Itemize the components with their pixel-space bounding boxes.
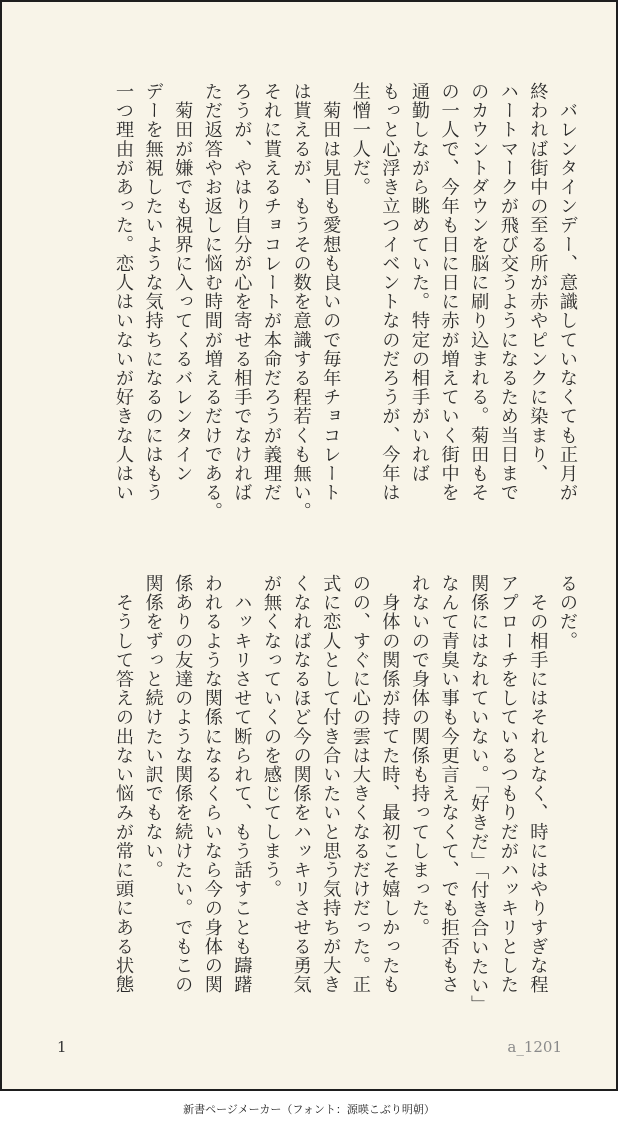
text-line: 関係にはなれていない。「好きだ」「付き合いたい」	[468, 574, 490, 1015]
text-line: るのだ。	[557, 574, 578, 651]
text-line: の一人で、今年も日に日に赤が増えていく街中を	[438, 82, 460, 503]
text-line: 菊田は見目も愛想も良いので毎年チョコレート	[320, 82, 342, 503]
text-line: ただ返答やお返しに悩む時間が増えるだけである。	[201, 82, 223, 522]
text-line: は貰えるが、もうその数を意識する程若くも無い。	[290, 82, 312, 522]
page-number: 1	[57, 1038, 67, 1056]
text-line: デーを無視したいような気持ちになるのにはもう	[142, 82, 164, 503]
text-line: バレンタインデー、意識していなくても正月が	[557, 82, 578, 503]
text-line: れないので身体の関係も持ってしまった。	[409, 574, 430, 937]
text-line: その相手にはそれとなく、時にはやりすぎな程	[527, 574, 549, 995]
text-line: ハートマークが飛び交うようになるため当日まで	[497, 82, 519, 503]
text-line: 身体の関係が持てた時、最初こそ嬉しかったも	[379, 574, 401, 995]
text-line: もっと心浮き立つイベントなのだろうが、今年は	[379, 82, 401, 503]
text-line: 式に恋人として付き合いたいと思う気持ちが大き	[320, 574, 342, 995]
text-line: なんて青臭い事も今更言えなくて、でも拒否もさ	[438, 574, 460, 995]
text-line: そうして答えの出ない悩みが常に頭にある状態	[113, 574, 134, 995]
text-line: 生憎一人だ。	[349, 82, 371, 197]
text-line: 関係をずっと続けたい訳でもない。	[142, 574, 164, 880]
text-line: のカウントダウンを脳に刷り込まれる。菊田もそ	[468, 82, 490, 503]
text-line: アプローチをしているつもりだがハッキリとした	[497, 574, 519, 995]
text-line: 係ありの友達のような関係を続けたい。でもこの	[172, 574, 194, 995]
text-line: 通勤しながら眺めていた。特定の相手がいれば	[409, 82, 430, 484]
text-line: 終われば街中の至る所が赤やピンクに染まり、	[527, 82, 549, 484]
app-credit-footer: 新書ページメーカー（フォント：源暎こぶり明朝）	[183, 1103, 435, 1116]
text-line: ろうが、やはり自分が心を寄せる相手でなければ	[231, 82, 253, 503]
text-line: くなればなるほど今の関係をハッキリさせる勇気	[290, 574, 312, 995]
author-watermark: a_1201	[507, 1038, 562, 1056]
text-line: のの、すぐに心の雲は大きくなるだけだった。正	[349, 574, 371, 995]
text-line: 一つ理由があった。恋人はいないが好きな人はい	[113, 82, 134, 503]
text-line: それに貰えるチョコレートが本命だろうが義理だ	[261, 82, 282, 503]
text-line: われるような関係になるくらいなら今の身体の関	[201, 574, 223, 995]
text-line: が無くなっていくのを感じてしまう。	[261, 574, 282, 899]
text-line: ハッキリさせて断られて、もう話すことも躊躇	[231, 574, 253, 995]
text-line: 菊田が嫌でも視界に入ってくるバレンタイン	[172, 82, 194, 484]
